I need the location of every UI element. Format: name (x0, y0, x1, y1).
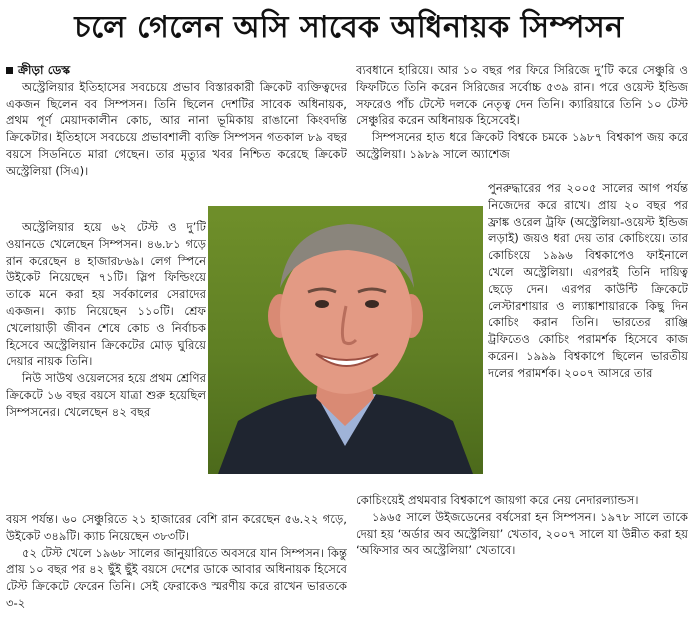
article-column-left-bottom (6, 511, 347, 615)
article-column-right-mid (488, 180, 688, 490)
article-column-left-top (6, 62, 347, 204)
paragraph: নিউ সাউথ ওয়েলসের হয়ে প্রথম শ্রেণির ক্রিকেটে ১৬ বছর বয়সে যাত্রা শুরু হয়েছিল সিম্পসনের। খেলেছেন ৪২ বছর (6, 371, 206, 419)
paragraph: ১৯৬৫ সালে উইজডেনের বর্ষসেরা হন সিম্পসন। ১৯৭৮ সালে তাকে দেয়া হয় ‘অর্ডার অব অস্ট্রেলিয়া’ খেতাব, ২০০৭ সালে যা উন্নীত করা হয় ‘অফিসার অব অস্ট্রেলিয়া’ খেতাবে। (356, 509, 688, 558)
paragraph: সিম্পসনের হাত ধরে ক্রিকেট বিশ্বকে চমকে ১৯৮৭ বিশ্বকাপ জয় করে অস্ট্রেলিয়া। ১৯৮৯ সালে অ্যাশেজ (356, 130, 688, 161)
paragraph: বয়স পর্যন্ত। ৬০ সেঞ্চুরিতে ২১ হাজারের বেশি রান করেছেন ৫৬.২২ গড়ে, উইকেট ৩৪৯টি। ক্যাচ নিয়েছেন ৩৮৩টি। (6, 512, 347, 543)
article-column-left-mid (6, 219, 206, 509)
paragraph: অস্ট্রেলিয়ার হয়ে ৬২ টেস্ট ও দু’টি ওয়ানডে খেলেছেন সিম্পসন। ৪৬.৮১ গড়ে রান করেছেন ৪ হাজার৮৬৯। লেগ স্পিনে উইকেট নিয়েছেন ৭১টি। স্লিপ ফিল্ডিংয়ে তাকে মনে করা হয় সর্বকালের সেরাদের একজন। ক্যাচ নিয়েছেন ১১০টি। শ্রেফ খেলোয়াড়ী জীবন শেষে কোচ ও নির্বাচক হিসেবে অস্ট্রেলিয়ান ক্রিকেটের মোড় ঘুরিয়ে দেয়ার নায়ক তিনি। (6, 220, 206, 369)
article-column-right-bottom (356, 492, 688, 614)
paragraph: ৫২ টেস্ট খেলে ১৯৬৮ সালের জানুয়ারিতে অবসরে যান সিম্পসন। কিন্তু প্রায় ১০ বছর পর ৪২ ছুঁই ছুঁই বয়সে দেশের ডাকে আবার অধিনায়ক হিসেবে টেস্ট ক্রিকেটে ফেরেন তিনি। সেই ফেরাকেও স্মরণীয় করে রাখেন ভারতকে ৩-২ (6, 545, 347, 610)
portrait-photo (208, 206, 483, 474)
square-bullet-icon (6, 67, 13, 74)
portrait-illustration (208, 206, 483, 474)
paragraph: পুনরুদ্ধারের পর ২০০৫ সালের আগ পর্যন্ত নিজেদের করে রাখে। প্রায় ২০ বছর পর ফ্রাঙ্ক ওরেল ট্রফি (অস্ট্রেলিয়া-ওয়েস্ট ইন্ডিজ লড়াই) জয়ও ধরা দেয় তার কোচিংয়ে। তার কোচিংয়ে ১৯৯৬ বিশ্বকাপেও ফাইনালে খেলে অস্ট্রেলিয়া। এরপরই তিনি দায়িত্ব ছেড়ে দেন। এরপর কাউন্টি ক্রিকেটে লেস্টারশায়ার ও ল্যাঙ্কাশায়ারকে কিছু দিন কোচিং করান তিনি। ভারতের রাঞ্জি ট্রফিতেও কোচিং পরামর্শক হিসেবে কাজ করেন। ১৯৯৯ বিশ্বকাপে ছিলেন ভারতীয় দলের পরামর্শক। ২০০৭ আসরে তার (488, 181, 688, 380)
paragraph: কোচিংয়েই প্রথমবার বিশ্বকাপে জায়গা করে নেয় নেদারল্যান্ডস। (356, 493, 639, 507)
paragraph: অস্ট্রেলিয়ার ইতিহাসের সবচেয়ে প্রভাব বিস্তারকারী ক্রিকেট ব্যক্তিত্বদের একজন ছিলেন বব সিম্পসন। তিনি ছিলেন দেশটির সাবেক অধিনায়ক, প্রথম পূর্ণ মেয়াদকালীন কোচ, আর নানা ভূমিকায় রাঙানো কিংবদন্তি ক্রিকেটার। ইতিহাসে সবচেয়ে প্রভাবশালী ব্যক্তি সিম্পসন গতকাল ৮৯ বছর বয়সে সিডনিতে মারা গেছেন। তার মৃত্যুর খবর নিশ্চিত করেছে ক্রিকেট অস্ট্রেলিয়া (সিএ)। (6, 79, 347, 178)
paragraph: ব্যবধানে হারিয়ে। আর ১০ বছর পর ফিরে সিরিজে দু’টি করে সেঞ্চুরি ও ফিফটিতে তিনি করেন সিরিজের সর্বোচ্চ ৫৩৯ রান। পরে ওয়েস্ট ইন্ডিজ সফরেও পাঁচ টেস্টে দলকে নেতৃত্ব দেন তিনি। ক্যারিয়ারে তিনি ১০ টেস্ট সেঞ্চুরির করেন অধিনায়ক হিসেবেই। (356, 63, 688, 128)
byline-text: ক্রীড়া ডেস্ক (18, 63, 71, 77)
headline: চলে গেলেন অসি সাবেক অধিনায়ক সিম্পসন (74, 10, 624, 45)
byline (6, 62, 347, 79)
